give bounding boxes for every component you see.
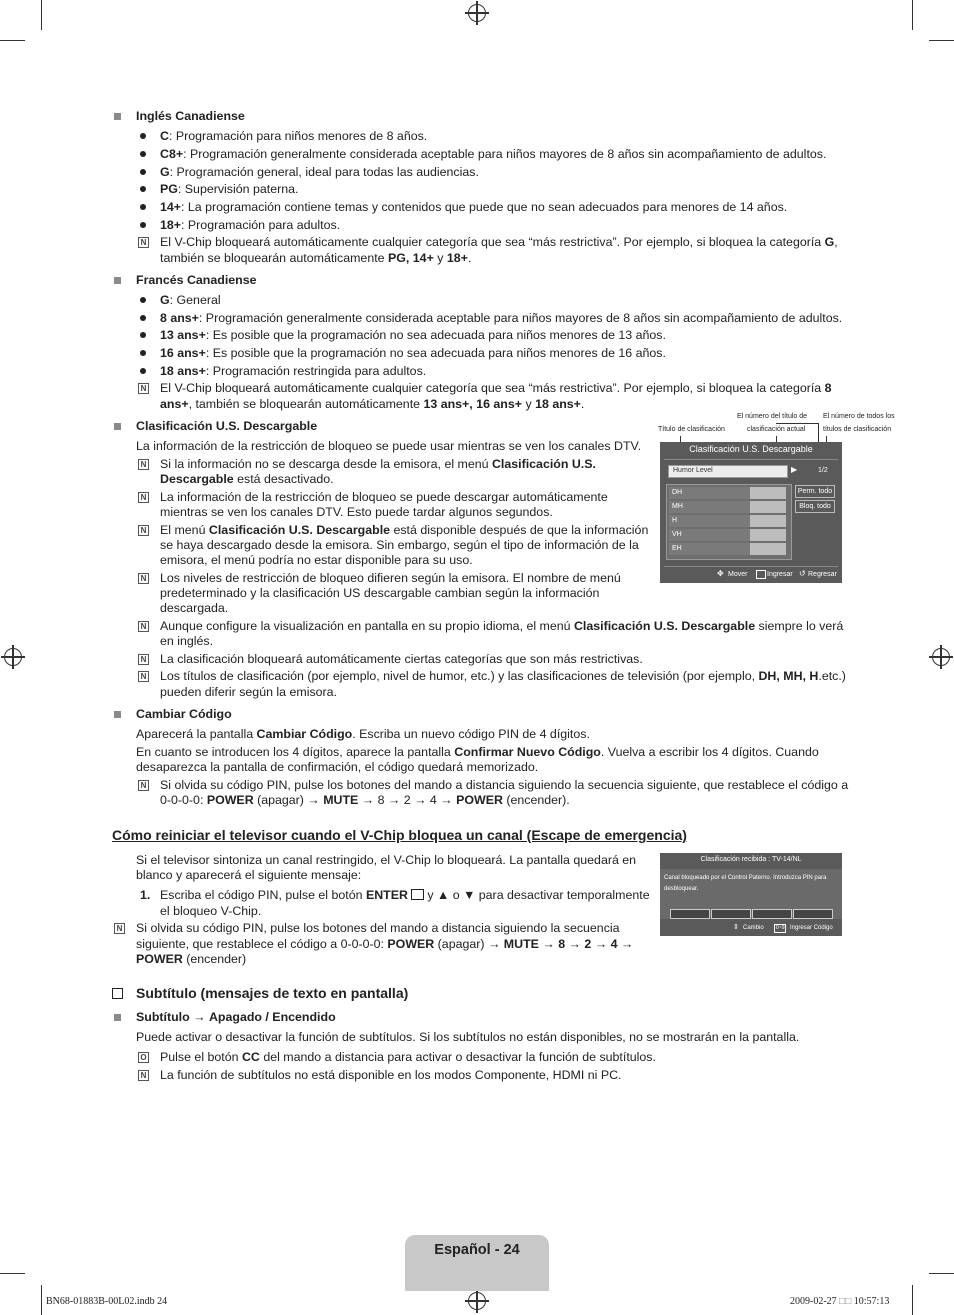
section-title: Subtítulo → Apagado / Encendido [136, 1010, 336, 1024]
note-text: 0-0-0-0: POWER (apagar) → MUTE → 8 → 2 → 4 → POWER (encender). [160, 793, 570, 807]
section-title: Inglés Canadiense [136, 109, 245, 123]
note-text: mientras se ven los canales DTV. Esto puede tardar algunos segundos. [160, 505, 553, 519]
heading-emergency-escape: Cómo reiniciar el televisor cuando el V-Chip bloquea un canal (Escape de emergencia) [112, 827, 687, 843]
lock-cell[interactable] [750, 543, 786, 555]
screen-title: Clasificación U.S. Descargable [689, 444, 813, 454]
pin-digit-field[interactable] [711, 909, 751, 919]
note-text: pueden diferir según la emisora. [160, 685, 338, 699]
paragraph: En cuanto se introducen los 4 dígitos, aparece la pantalla Confirmar Nuevo Código. Vuelva a escribir los 4 dígitos. Cuando [136, 745, 819, 759]
bullet-icon [140, 169, 146, 175]
callout-label: títulos de clasificación [823, 426, 892, 433]
rating-row[interactable]: MH [669, 501, 750, 513]
note-text: se haya descargado desde la emisora. Sin embargo, según el tipo de información de la [160, 538, 639, 552]
paragraph: desaparezca la pantalla de confirmación, el código quedará memorizado. [136, 760, 539, 774]
bullet-icon [140, 151, 146, 157]
step-text: Escriba el código PIN, pulse el botón ENTER y ▲ o ▼ para desactivar temporalmente [160, 888, 650, 902]
lock-cell[interactable] [750, 487, 786, 499]
square-bullet-icon [114, 711, 121, 718]
list-item: 13 ans+: Es posible que la programación no sea adecuada para niños menores de 13 años. [160, 328, 666, 342]
move-hint: Mover [728, 571, 748, 578]
bullet-icon [140, 350, 146, 356]
square-bullet-icon [114, 113, 121, 120]
bullet-icon [140, 315, 146, 321]
return-icon: ↺ [799, 569, 806, 578]
bullet-icon [140, 368, 146, 374]
note-text: en inglés. [160, 634, 214, 648]
lock-cell[interactable] [750, 529, 786, 541]
note-icon: N [138, 780, 149, 791]
step-number: 1. [140, 888, 151, 902]
heading-subtitle: Subtítulo (mensajes de texto en pantalla) [136, 985, 409, 1001]
bullet-icon [140, 222, 146, 228]
step-text: el bloqueo V-Chip. [160, 904, 262, 918]
block-all-button[interactable]: Bloq. todo [795, 500, 835, 513]
list-item: G: General [160, 293, 221, 307]
callout-label: El número del título de [737, 413, 808, 420]
paragraph: Aparecerá la pantalla Cambiar Código. Escriba un nuevo código PIN de 4 dígitos. [136, 727, 590, 741]
allow-all-button[interactable]: Perm. todo [795, 485, 835, 498]
list-item: 8 ans+: Programación generalmente considerada aceptable para niños mayores de 8 años sin acompañamiento de adultos. [160, 311, 843, 325]
note-text: Aunque configure la visualización en pantalla en su propio idioma, el menú Clasificación U.S. Descargable siempre lo verá [160, 619, 844, 633]
note-icon: N [138, 654, 149, 665]
page-indicator: 1/2 [818, 467, 828, 474]
enter-icon [411, 889, 424, 900]
paragraph: Si el televisor sintoniza un canal restringido, el V-Chip lo bloqueará. La pantalla quedará en [136, 853, 637, 867]
rating-title-field[interactable]: Humor Level [668, 465, 788, 478]
note-text: La información de la restricción de bloqueo se puede descargar automáticamente [160, 490, 608, 504]
paragraph: Puede activar o desactivar la función de subtítulos. Si los subtítulos no están disponibles, no se mostrarán en la pantalla. [136, 1030, 800, 1044]
paragraph: blanco y aparecerá el siguiente mensaje: [136, 868, 362, 882]
note-text: POWER (encender) [136, 952, 247, 966]
return-hint: Regresar [808, 571, 837, 578]
note-text: Los títulos de clasificación (por ejemplo, nivel de humor, etc.) y las clasificaciones de televisión (por ejemplo, DH, MH, H.etc.) [160, 669, 846, 683]
remote-icon: O [138, 1052, 149, 1063]
up-down-icon: ⇕ [733, 924, 739, 931]
tv-screen-us-download [660, 442, 842, 583]
lock-cell[interactable] [750, 515, 786, 527]
note-text: Pulse el botón CC del mando a distancia para activar o desactivar la función de subtítulos. [160, 1050, 656, 1064]
note-text: La clasificación bloqueará automáticamente ciertas categorías que son más restrictivas. [160, 652, 643, 666]
list-item: 14+: La programación contiene temas y contenidos que puede que no sean adecuados para menores de 14 años. [160, 200, 788, 214]
enter-code-hint: Ingresar Código [790, 925, 833, 931]
number-key-icon: 0~9 [776, 925, 785, 931]
bullet-icon [140, 297, 146, 303]
tv-screen-blocked-channel [660, 853, 842, 936]
paragraph: La información de la restricción de bloqueo se puede usar mientras se ven los canales DTV. [136, 439, 642, 453]
callout-label: El número de todos los [823, 413, 895, 420]
note-icon: N [138, 383, 149, 394]
registration-mark-icon [4, 648, 22, 666]
section-title: Francés Canadiense [136, 273, 257, 287]
registration-mark-icon [932, 648, 950, 666]
checkbox-bullet-icon [112, 988, 123, 999]
page-number: Español - 24 [434, 1242, 520, 1258]
note-text: emisora, el menú podría no estar disponible para su uso. [160, 553, 473, 567]
list-item: G: Programación general, ideal para todas las audiencias. [160, 165, 479, 179]
list-item: 18 ans+: Programación restringida para adultos. [160, 364, 427, 378]
note-icon: N [138, 525, 149, 536]
square-bullet-icon [114, 277, 121, 284]
enter-hint: Ingresar [767, 571, 793, 578]
list-item: 18+: Programación para adultos. [160, 218, 341, 232]
note-text: La función de subtítulos no está disponible en los modos Componente, HDMI ni PC. [160, 1068, 622, 1082]
list-item: C8+: Programación generalmente considerada aceptable para niños mayores de 8 años sin acompañamiento de adultos. [160, 147, 827, 161]
note-text: Descargable está desactivado. [160, 472, 334, 486]
lock-cell[interactable] [750, 501, 786, 513]
note-text: siguiente, que restablece el código a 0-0-0-0: POWER (apagar) → MUTE → 8 → 2 → 4 → [136, 937, 634, 951]
print-file-info: BN68-01883B-00L02.indb 24 [46, 1296, 168, 1307]
note-icon: N [138, 459, 149, 470]
note-text: Si olvida su código PIN, pulse los botones del mando a distancia siguiendo la secuencia siguiente, que restablece el código a [160, 778, 849, 792]
bullet-icon [140, 186, 146, 192]
square-bullet-icon [114, 423, 121, 430]
list-item: C: Programación para niños menores de 8 años. [160, 129, 428, 143]
list-item: PG: Supervisión paterna. [160, 182, 299, 196]
note-text: El V-Chip bloqueará automáticamente cualquier categoría que sea “más restrictiva”. Por ejemplo, si bloquea la categoría G, [160, 235, 838, 249]
list-item: 16 ans+: Es posible que la programación no sea adecuada para niños menores de 16 años. [160, 346, 666, 360]
square-bullet-icon [114, 1014, 121, 1021]
note-icon: N [138, 492, 149, 503]
note-icon: N [138, 621, 149, 632]
registration-mark-icon [468, 4, 486, 22]
note-icon: N [138, 671, 149, 682]
rating-row[interactable]: EH [669, 543, 750, 555]
print-date-info: 2009-02-27 □□ 10:57:13 [790, 1296, 890, 1307]
note-text: también se bloquearán automáticamente PG, 14+ y 18+. [160, 251, 472, 265]
note-icon: N [138, 1070, 149, 1081]
screen-title: Clasificación recibida : TV-14/NL [700, 856, 802, 863]
note-text: Los niveles de restricción de bloqueo difieren según la emisora. El nombre de menú [160, 571, 621, 585]
bullet-icon [140, 133, 146, 139]
note-text: El V-Chip bloqueará automáticamente cualquier categoría que sea “más restrictiva”. Por ejemplo, si bloquea la categoría 8 [160, 381, 832, 395]
rating-row[interactable]: DH [669, 487, 750, 499]
section-title: Clasificación U.S. Descargable [136, 419, 318, 433]
rating-row[interactable]: VH [669, 529, 750, 541]
bullet-icon [140, 204, 146, 210]
pin-digit-field[interactable] [752, 909, 792, 919]
note-icon: N [138, 573, 149, 584]
move-icon: ✥ [717, 569, 724, 578]
blocked-message: Canal bloqueado por el Control Paterno. Introduzca PIN para [664, 875, 827, 881]
note-text: descargada. [160, 601, 229, 615]
note-text: El menú Clasificación U.S. Descargable está disponible después de que la información [160, 523, 649, 537]
change-hint: Cambio [743, 925, 764, 931]
enter-icon [756, 570, 766, 579]
note-text: Si olvida su código PIN, pulse los botones del mando a distancia siguiendo la secuencia [136, 921, 620, 935]
arrow-right-icon[interactable]: ▶ [791, 465, 798, 474]
blocked-message: desbloquear. [664, 886, 699, 892]
note-icon: N [114, 923, 125, 934]
section-title: Cambiar Código [136, 707, 232, 721]
pin-digit-field[interactable] [793, 909, 833, 919]
note-text: predeterminado y la clasificación US descargable cambian según la información [160, 586, 600, 600]
rating-row[interactable]: H [669, 515, 750, 527]
registration-mark-icon [468, 1292, 486, 1310]
note-text: ans+, también se bloquearán automáticamente 13 ans+, 16 ans+ y 18 ans+. [160, 397, 585, 411]
callout-label: Título de clasificación [658, 426, 725, 433]
bullet-icon [140, 332, 146, 338]
note-icon: N [138, 237, 149, 248]
callout-label: clasificación actual [747, 426, 806, 433]
pin-digit-field[interactable] [670, 909, 710, 919]
note-text: Si la información no se descarga desde la emisora, el menú Clasificación U.S. [160, 457, 596, 471]
